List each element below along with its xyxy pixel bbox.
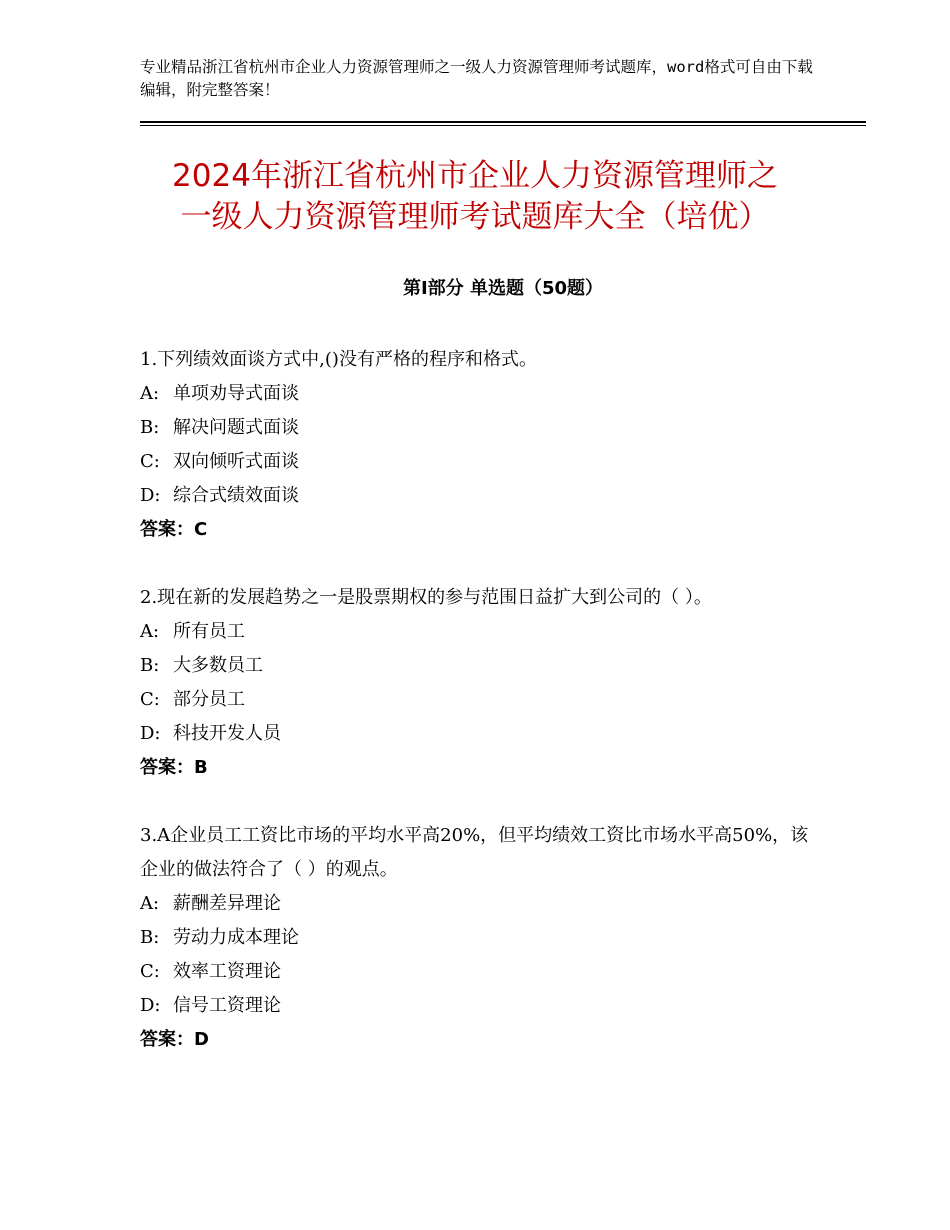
option-d xyxy=(140,989,810,1023)
header-rule-thin xyxy=(140,125,866,126)
option-text: 双向倾听式面谈 xyxy=(173,451,299,472)
option-b xyxy=(140,921,810,955)
question-stem: 3.A企业员工工资比市场的平均水平高20%，但平均绩效工资比市场水平高50%，该企业的做法符合了（ ）的观点。 xyxy=(140,825,809,880)
option-text: 薪酬差异理论 xyxy=(173,893,281,914)
option-letter: B: xyxy=(140,417,160,438)
header-rule-thick xyxy=(140,121,866,123)
question-stem: 2.现在新的发展趋势之一是股票期权的参与范围日益扩大到公司的（ ）。 xyxy=(140,587,712,608)
question-list xyxy=(140,343,810,1091)
option-b xyxy=(140,649,810,683)
option-b xyxy=(140,411,810,445)
title-line-2: 一级人力资源管理师考试题库大全（培优） xyxy=(180,199,770,235)
option-c xyxy=(140,445,810,479)
option-letter: A: xyxy=(140,383,160,404)
option-text: 所有员工 xyxy=(173,621,245,642)
document-title xyxy=(120,156,830,238)
answer: 答案：B xyxy=(140,757,208,778)
option-letter: A: xyxy=(140,893,160,914)
option-d xyxy=(140,717,810,751)
option-c xyxy=(140,683,810,717)
answer: 答案：D xyxy=(140,1029,209,1050)
option-text: 解决问题式面谈 xyxy=(173,417,299,438)
option-text: 信号工资理论 xyxy=(173,995,281,1016)
option-a xyxy=(140,615,810,649)
option-text: 劳动力成本理论 xyxy=(173,927,299,948)
option-letter: B: xyxy=(140,655,160,676)
option-d xyxy=(140,479,810,513)
option-a xyxy=(140,887,810,921)
header-note: 专业精品浙江省杭州市企业人力资源管理师之一级人力资源管理师考试题库，word格式可自由下载编辑，附完整答案！ xyxy=(140,58,813,99)
option-letter: A: xyxy=(140,621,160,642)
option-text: 单项劝导式面谈 xyxy=(173,383,299,404)
option-letter: C: xyxy=(140,451,160,472)
section-heading: 第Ⅰ部分 单选题（50题） xyxy=(402,278,603,299)
option-c xyxy=(140,955,810,989)
title-line-1: 2024年浙江省杭州市企业人力资源管理师之 xyxy=(172,158,778,194)
answer: 答案：C xyxy=(140,519,208,540)
question-1 xyxy=(140,343,810,547)
option-letter: C: xyxy=(140,689,160,710)
option-text: 效率工资理论 xyxy=(173,961,281,982)
option-text: 大多数员工 xyxy=(173,655,263,676)
question-3 xyxy=(140,819,810,1057)
option-text: 综合式绩效面谈 xyxy=(173,485,299,506)
option-text: 部分员工 xyxy=(173,689,245,710)
option-letter: D: xyxy=(140,995,161,1016)
option-letter: D: xyxy=(140,723,161,744)
question-stem: 1.下列绩效面谈方式中,()没有严格的程序和格式。 xyxy=(140,349,537,370)
option-letter: C: xyxy=(140,961,160,982)
option-text: 科技开发人员 xyxy=(173,723,281,744)
question-2 xyxy=(140,581,810,785)
option-a xyxy=(140,377,810,411)
option-letter: D: xyxy=(140,485,161,506)
option-letter: B: xyxy=(140,927,160,948)
